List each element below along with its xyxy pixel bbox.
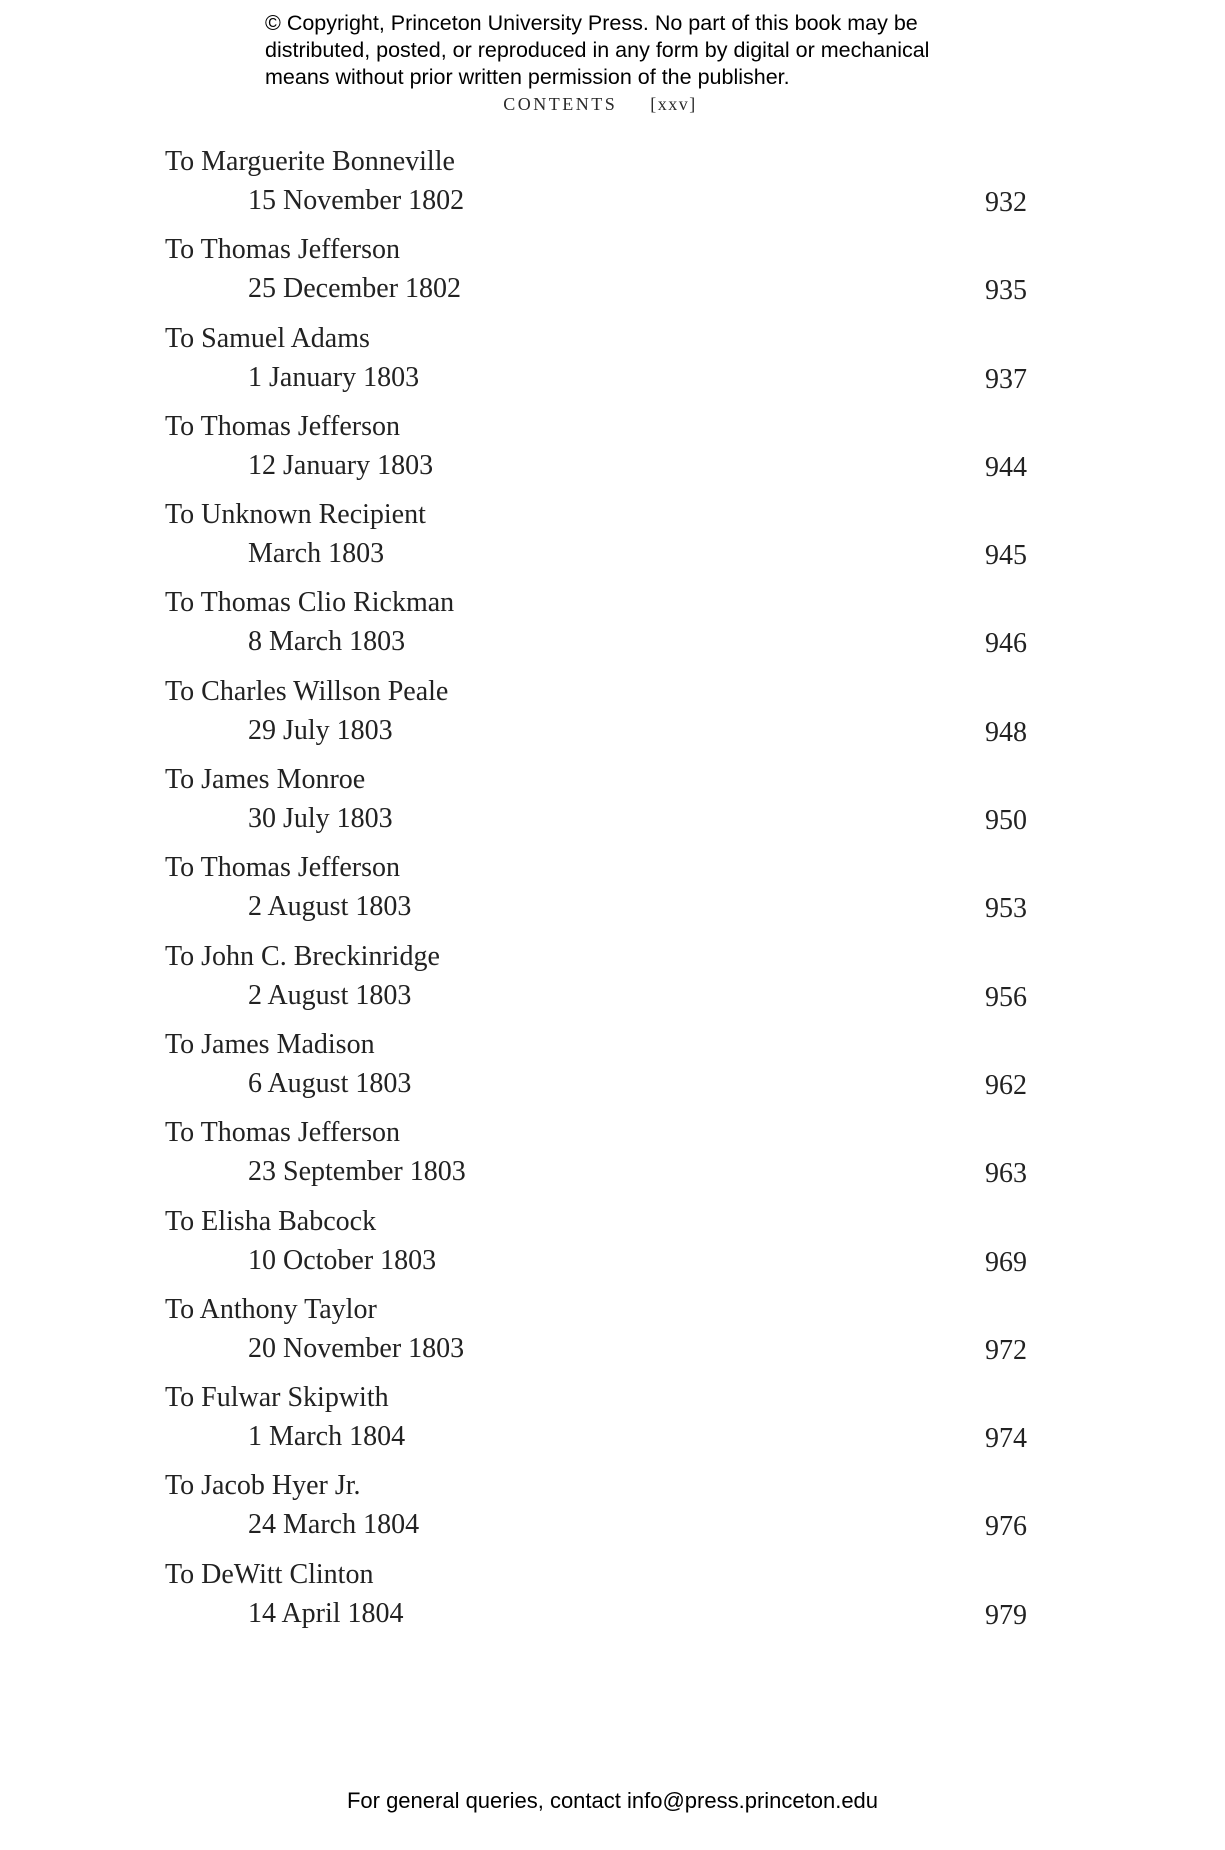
- toc-entry-page-number: 932: [985, 187, 1027, 218]
- copyright-line: distributed, posted, or reproduced in any form by digital or mechanical: [265, 38, 930, 62]
- toc-entry-page-number: 944: [985, 451, 1027, 483]
- toc-entry: [165, 323, 1027, 411]
- toc-entry: [165, 234, 1027, 322]
- toc-entry-page-number: 946: [985, 628, 1027, 660]
- toc-entry-page-number: 950: [985, 805, 1027, 837]
- toc-entry-date: 20 November 1803: [248, 1332, 465, 1364]
- toc-entry: [165, 941, 1027, 1029]
- toc-entry: [165, 411, 1027, 499]
- toc-entry-date: 24 March 1804: [248, 1509, 420, 1541]
- toc-entry-page-number: 953: [985, 893, 1027, 925]
- copyright-notice: [265, 10, 985, 91]
- toc-entry-date: 12 January 1803: [248, 449, 434, 481]
- toc-entry: [165, 1294, 1027, 1382]
- toc-entry: [165, 1117, 1027, 1205]
- toc-entry-recipient: To Anthony Taylor: [165, 1293, 377, 1325]
- copyright-line: means without prior written permission of the publisher.: [265, 65, 790, 89]
- toc-entry-page-number: 956: [985, 981, 1027, 1013]
- toc-entry-date: 30 July 1803: [248, 803, 393, 835]
- toc-entry-recipient: To Unknown Recipient: [165, 499, 426, 531]
- toc-entry-page-number: 935: [985, 275, 1027, 307]
- toc-entry: [165, 1382, 1027, 1470]
- toc-entry-recipient: To Thomas Clio Rickman: [165, 587, 455, 619]
- toc-entry-recipient: To Thomas Jefferson: [165, 410, 400, 442]
- copyright-line: © Copyright, Princeton University Press. No part of this book may be: [265, 11, 918, 35]
- toc-entry: [165, 676, 1027, 764]
- toc-entry-date: 6 August 1803: [248, 1067, 412, 1099]
- toc-entry: [165, 1206, 1027, 1294]
- toc-entry-page-number: 979: [985, 1599, 1027, 1631]
- toc-entry-date: 23 September 1803: [248, 1156, 466, 1188]
- toc-entry-recipient: To Charles Willson Peale: [165, 675, 449, 707]
- toc-entry-page-number: 976: [985, 1511, 1027, 1543]
- toc-entry-recipient: To Samuel Adams: [165, 322, 370, 354]
- toc-entry: [165, 1559, 1027, 1647]
- toc-entry-date: 29 July 1803: [248, 714, 393, 746]
- toc-entry-date: 25 December 1802: [248, 273, 462, 305]
- toc-entry-recipient: To DeWitt Clinton: [165, 1558, 374, 1590]
- toc-entry-recipient: To Fulwar Skipwith: [165, 1382, 389, 1414]
- toc-entry-page-number: 972: [985, 1334, 1027, 1366]
- toc-entry-recipient: To James Madison: [165, 1028, 375, 1060]
- page-folio: [xxv]: [650, 94, 697, 114]
- toc-entry-date: 14 April 1804: [248, 1597, 404, 1629]
- running-head: [0, 94, 1200, 115]
- running-head-title: CONTENTS: [503, 94, 618, 114]
- toc-entry: [165, 1029, 1027, 1117]
- toc-entry-date: 10 October 1803: [248, 1244, 437, 1276]
- toc-entry-page-number: 974: [985, 1423, 1027, 1455]
- toc-entry-page-number: 948: [985, 716, 1027, 748]
- toc-entry: [165, 1470, 1027, 1558]
- toc-entry: [165, 764, 1027, 852]
- toc-entry-recipient: To Thomas Jefferson: [165, 852, 400, 884]
- toc-entry-date: 2 August 1803: [248, 979, 412, 1011]
- toc-entry-page-number: 962: [985, 1069, 1027, 1101]
- toc-entry: [165, 499, 1027, 587]
- toc-entry-date: March 1803: [248, 538, 385, 570]
- toc-entry-page-number: 969: [985, 1246, 1027, 1278]
- toc-entry-date: 15 November 1802: [248, 185, 465, 216]
- toc-entry-page-number: 963: [985, 1158, 1027, 1190]
- toc-entry-recipient: To Marguerite Bonneville: [165, 146, 455, 177]
- toc-entry-recipient: To Thomas Jefferson: [165, 234, 400, 266]
- toc-entry-date: 1 January 1803: [248, 361, 420, 393]
- toc-entry-date: 8 March 1803: [248, 626, 406, 658]
- toc-entry-recipient: To John C. Breckinridge: [165, 940, 440, 972]
- toc-entry-date: 2 August 1803: [248, 891, 412, 923]
- toc-entry: [165, 587, 1027, 675]
- toc-entry-recipient: To Elisha Babcock: [165, 1205, 377, 1237]
- toc-entry-page-number: 945: [985, 540, 1027, 572]
- toc-entry: [165, 146, 1027, 234]
- toc-entry-recipient: To Thomas Jefferson: [165, 1117, 400, 1149]
- toc-entry: [165, 852, 1027, 940]
- toc-entry-recipient: To James Monroe: [165, 764, 366, 796]
- toc-entry-recipient: To Jacob Hyer Jr.: [165, 1470, 361, 1502]
- footer-contact: For general queries, contact info@press.princeton.edu: [346, 1788, 879, 1813]
- table-of-contents: [165, 146, 1027, 1647]
- toc-entry-page-number: 937: [985, 363, 1027, 395]
- toc-entry-date: 1 March 1804: [248, 1421, 406, 1453]
